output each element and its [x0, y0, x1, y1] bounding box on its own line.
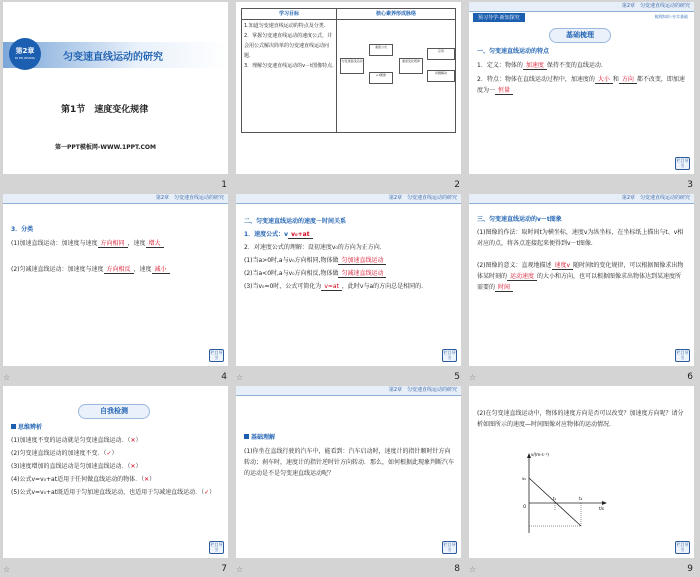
section-heading: 三、匀变速直线运动的v－t图象: [477, 216, 562, 223]
question-text: (1)你坐在直线行驶的汽车中，能看到：汽车启动时，速度计的指针顺时针方向转动；刹车时，速度计的指针逆时针方向转动．那么，如何根据此现象判断汽车的运动是不是匀变速直线运动呢？: [244, 448, 455, 477]
text: 1．速度公式：v: [244, 231, 289, 238]
text: 和: [612, 76, 619, 83]
formula-explain: 2．对速度公式的理解：设初速度v₀的方向为正方向.: [244, 244, 382, 251]
back-button[interactable]: 栏目导引: [676, 350, 689, 360]
answer-blank: 方向: [619, 76, 637, 84]
question-text: (2)在匀变速直线运动中，物体的速度方向是否可以改变？加速度方向呢？请分析如图所示的速度—时间图像对应物体的运动情况.: [477, 410, 684, 428]
case-line: [244, 281, 454, 292]
text: 保持不变的直线运动.: [546, 62, 603, 69]
slide-number: 8: [454, 564, 460, 574]
answer-mark: ✕: [130, 437, 136, 444]
t2-label: t₂: [579, 496, 583, 501]
text: 思维辨析: [18, 424, 43, 431]
chapter-title: 匀变速直线运动的研究: [63, 52, 163, 63]
text: 都不改变，即加速度为一: [477, 76, 685, 94]
text: 随时间t的变化规律，可以根据图像求出物体某时刻的: [477, 262, 684, 280]
origin-label: O: [523, 504, 527, 509]
slide-number: 9: [687, 564, 693, 574]
flow-box: 应用: [427, 48, 455, 60]
star-icon: ☆: [469, 373, 477, 382]
slide-1: [3, 2, 228, 174]
classification-line: [11, 264, 221, 275]
goals-cell: [242, 20, 337, 133]
definition-line: [477, 60, 687, 71]
thumbnail-6[interactable]: [466, 192, 699, 384]
header-text: 第2章 匀变速直线运动的研究: [388, 195, 457, 201]
back-button[interactable]: 栏目导引: [676, 542, 689, 552]
goal-item: 1.知道匀变速直线运动的特点及分类.: [244, 23, 326, 29]
text: 2．特点：物体在直线运动过程中，加速度的: [477, 76, 595, 83]
slide-number: 1: [221, 180, 227, 190]
section-title: 第1节 速度变化规律: [61, 105, 149, 115]
thumbnail-7[interactable]: [0, 384, 233, 576]
text: (3)当v₀=0时，公式可简化为: [244, 283, 322, 290]
header-text: 第2章 匀变速直线运动的研究: [155, 195, 224, 201]
v0-label: v₀: [522, 476, 526, 481]
judge-item: (3)速度增加的直线运动是匀加速直线运动．（✕）: [11, 463, 142, 470]
judge-item: (1)加速度不变的运动就是匀变速直线运动．（✕）: [11, 437, 142, 444]
text: (5)公式v=v₀+at既适用于匀加速直线运动，也适用于匀减速直线运动．: [11, 489, 202, 496]
star-icon: ☆: [236, 565, 244, 574]
section-tab: 预习导学·新知探究: [473, 13, 525, 22]
answer-blank: v₀+at: [288, 231, 312, 239]
text: 1．定义：物体的: [477, 62, 523, 69]
chapter-badge: [9, 38, 41, 70]
star-icon: ☆: [3, 373, 11, 382]
thumbnail-2[interactable]: [233, 0, 466, 192]
answer-blank: 增大: [146, 240, 164, 248]
header-bar: [236, 194, 461, 204]
slide-number: 5: [454, 372, 460, 382]
text: ，速度: [133, 266, 152, 273]
answer-blank: 加速度: [523, 62, 547, 70]
text: ，此时v与a的方向总是相同的.: [341, 283, 424, 290]
section-heading: 一、匀变速直线运动的特点: [477, 48, 550, 55]
answer-blank: 大小: [595, 76, 613, 84]
formula-line: [244, 229, 313, 240]
header-bar: [469, 2, 694, 12]
answer-mark: ✕: [144, 476, 150, 483]
answer-blank: 运动速度: [507, 273, 537, 281]
chapter-badge-main: 第2章: [15, 47, 35, 55]
header-text: 第2章 匀变速直线运动的研究: [621, 3, 690, 9]
vt-graph: [509, 448, 609, 538]
graph-meaning: [477, 260, 687, 293]
flow-box: 速度变化规律: [399, 58, 423, 74]
answer-mark: ✓: [204, 489, 210, 496]
thumbnail-9[interactable]: [466, 384, 699, 576]
answer-blank: v=at: [321, 283, 342, 291]
thumbnail-1[interactable]: [0, 0, 233, 192]
header-bar: [469, 194, 694, 204]
slide-number: 2: [454, 180, 460, 190]
answer-blank: 恒量: [495, 87, 513, 95]
flow-box: 匀变速直线运动: [340, 58, 364, 74]
table-head-core: 核心素养形成脉络: [337, 9, 456, 20]
graph-method: (1)图像的作法：取时间t为横坐标，速度v为纵坐标，在坐标纸上描出与t、v相对应的点，将各点连接起来便得到v－t图像.: [477, 229, 684, 247]
answer-blank: 匀加速直线运动: [338, 257, 386, 265]
x-axis-label: t/s: [599, 506, 604, 511]
text: 的大小和方向，也可以根据图像求出物体达到某速度所需要的: [477, 273, 682, 291]
flow-cell: [337, 20, 456, 133]
self-check-pill: 自我检测: [78, 404, 150, 419]
back-button[interactable]: 栏目导引: [443, 542, 456, 552]
y-axis-label: v/(m·s⁻¹): [531, 452, 549, 457]
header-text: 第2章 匀变速直线运动的研究: [621, 195, 690, 201]
feature-line: [477, 74, 687, 96]
thumbnail-5[interactable]: [233, 192, 466, 384]
slide-9: [469, 386, 694, 558]
case-line: [244, 268, 454, 279]
header-bar: [236, 386, 461, 396]
slide-number: 4: [221, 372, 227, 382]
star-icon: ☆: [236, 373, 244, 382]
flow-box: v-t图像: [369, 72, 393, 84]
flow-box: 速度公式: [369, 44, 393, 56]
slide-2: [236, 2, 461, 174]
vt-line: [529, 478, 581, 526]
text: (2)图像的意义：直观地描述: [477, 262, 552, 269]
text: (2)匀减速直线运动：加速度与速度: [11, 266, 104, 273]
chapter-badge-sub: DI ER ZHANG: [14, 56, 35, 60]
goals-table: [241, 8, 456, 133]
judge-item: (5)公式v=v₀+at既适用于匀加速直线运动，也适用于匀减速直线运动．（✓）: [11, 489, 216, 496]
slide-number: 7: [221, 564, 227, 574]
back-button[interactable]: 栏目导引: [443, 350, 456, 360]
slide-6: [469, 194, 694, 366]
star-icon: ☆: [469, 565, 477, 574]
footer-text: 第一PPT模板网-WWW.1PPT.COM: [55, 144, 156, 151]
text: ，速度: [127, 240, 146, 247]
slide-7: [3, 386, 228, 558]
header-bar: [3, 194, 228, 204]
text: (1)加速度不变的运动就是匀变速直线运动．: [11, 437, 128, 444]
top-right-note: 梳理知识·夯实基础: [654, 14, 688, 19]
goal-item: 2．掌握匀变速直线运动的速度公式，并会用公式解决简单的匀变速直线运动问题.: [244, 33, 333, 59]
star-icon: ☆: [3, 565, 11, 574]
text: 基础理解: [251, 434, 276, 441]
header-text: 第2章 匀变速直线运动的研究: [388, 387, 457, 393]
judge-item: (2)匀变速直线运动的加速度不变．（✓）: [11, 450, 118, 457]
sub-heading: [244, 432, 275, 443]
t1-label: t₁: [553, 496, 557, 501]
thumbnail-8[interactable]: [233, 384, 466, 576]
slide-3: [469, 2, 694, 174]
thumbnail-3[interactable]: [466, 0, 699, 192]
text: (4)公式v=v₀+at适用于任何做直线运动的物体．: [11, 476, 142, 483]
case-line: [244, 255, 454, 266]
back-button[interactable]: 栏目导引: [210, 350, 223, 360]
slide-number: 3: [687, 180, 693, 190]
answer-blank: 减小: [152, 266, 170, 274]
classification-line: [11, 238, 221, 249]
slide-number: 6: [687, 372, 693, 382]
back-button[interactable]: 栏目导引: [676, 158, 689, 168]
answer-blank: 方向相同: [98, 240, 128, 248]
table-head-goals: 学习目标: [242, 9, 337, 20]
answer-mark: ✓: [106, 450, 112, 457]
section-heading: 二、匀变速直线运动的速度－时间关系: [244, 218, 347, 225]
text: (2)当a<0时,a与v₀方向相反,物体做: [244, 270, 339, 277]
square-icon: [244, 434, 249, 439]
basics-pill: 基础梳理: [549, 28, 611, 43]
thumbnail-4[interactable]: [0, 192, 233, 384]
judge-item: (4)公式v=v₀+at适用于任何做直线运动的物体．（✕）: [11, 476, 156, 483]
goal-item: 3．理解匀变速直线运动的v－t图像特点.: [244, 63, 334, 69]
section-heading: 3．分类: [11, 226, 34, 233]
text: (1)加速直线运动：加速度与速度: [11, 240, 98, 247]
square-icon: [11, 424, 16, 429]
slide-4: [3, 194, 228, 366]
answer-mark: ✕: [130, 463, 136, 470]
answer-blank: 速度v: [552, 262, 574, 270]
answer-blank: 时间: [495, 284, 513, 292]
text: (2)匀变速直线运动的加速度不变．: [11, 450, 104, 457]
sub-heading: [11, 422, 42, 433]
answer-blank: 方向相反: [104, 266, 134, 274]
text: (3)速度增加的直线运动是匀加速直线运动．: [11, 463, 128, 470]
text: (1)当a>0时,a与v₀方向相同,物体做: [244, 257, 339, 264]
flow-box: 问题解决: [427, 70, 455, 82]
back-button[interactable]: 栏目导引: [210, 542, 223, 552]
slide-5: [236, 194, 461, 366]
slide-8: [236, 386, 461, 558]
answer-blank: 匀减速直线运动: [338, 270, 386, 278]
